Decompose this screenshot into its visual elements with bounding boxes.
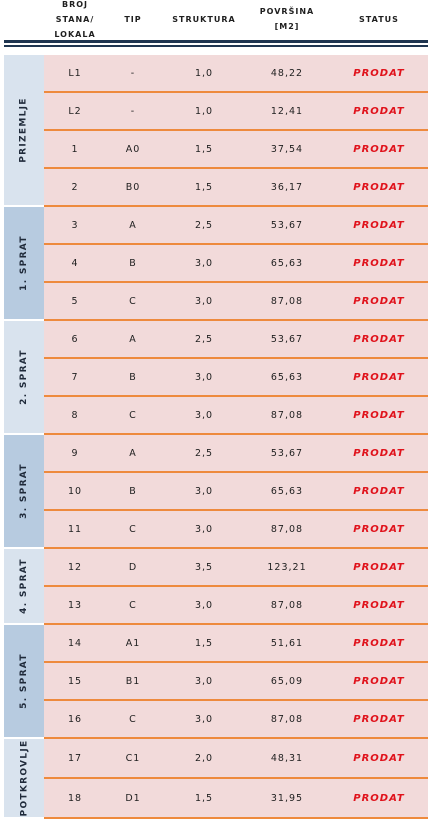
cell-status: PRODAT <box>353 219 405 231</box>
cell-povrsina: 51,61 <box>270 637 304 649</box>
cell-tip: A <box>129 219 137 231</box>
cell-broj: 18 <box>67 792 83 804</box>
floor-label-text: 3. SPRAT <box>19 463 30 519</box>
floor-label <box>4 739 44 817</box>
cell-broj: 13 <box>67 599 83 611</box>
cell-tip: C <box>129 523 137 535</box>
cell-broj: 10 <box>67 485 83 497</box>
cell-broj: 14 <box>67 637 83 649</box>
cell-broj: 8 <box>71 409 79 421</box>
cell-tip: C <box>129 409 137 421</box>
cell-struktura: 3,0 <box>194 599 214 611</box>
cell-tip: B <box>129 257 137 269</box>
cell-broj: 1 <box>71 143 79 155</box>
cell-povrsina: 37,54 <box>270 143 304 155</box>
cell-struktura: 1,5 <box>194 792 214 804</box>
cell-povrsina: 65,63 <box>270 485 304 497</box>
cell-povrsina: 48,22 <box>270 67 304 79</box>
cell-struktura: 2,0 <box>194 752 214 764</box>
cell-struktura: 1,5 <box>194 143 214 155</box>
cell-tip: A <box>129 447 137 459</box>
cell-povrsina: 36,17 <box>270 181 304 193</box>
cell-broj: 6 <box>71 333 79 345</box>
cell-struktura: 1,0 <box>194 67 214 79</box>
cell-broj: 9 <box>71 447 79 459</box>
floor-label-text: PRIZEMLJE <box>19 97 29 163</box>
floor-label <box>4 435 44 547</box>
cell-povrsina: 65,63 <box>270 257 304 269</box>
cell-povrsina: 123,21 <box>267 561 307 573</box>
cell-povrsina: 87,08 <box>270 409 304 421</box>
cell-struktura: 3,0 <box>194 295 214 307</box>
cell-broj: 4 <box>71 257 79 269</box>
cell-povrsina: 31,95 <box>270 792 304 804</box>
floor-label <box>4 625 44 737</box>
column-header-status: STATUS <box>359 14 399 24</box>
cell-status: PRODAT <box>353 792 405 804</box>
cell-tip: A1 <box>125 637 141 649</box>
cell-tip: C1 <box>125 752 141 764</box>
cell-status: PRODAT <box>353 409 405 421</box>
cell-tip: B <box>129 371 137 383</box>
cell-povrsina: 87,08 <box>270 713 304 725</box>
cell-struktura: 3,0 <box>194 485 214 497</box>
cell-tip: C <box>129 713 137 725</box>
cell-status: PRODAT <box>353 752 405 764</box>
cell-struktura: 3,0 <box>194 371 214 383</box>
cell-status: PRODAT <box>353 181 405 193</box>
cell-status: PRODAT <box>353 523 405 535</box>
cell-struktura: 3,0 <box>194 523 214 535</box>
cell-povrsina: 65,09 <box>270 675 304 687</box>
cell-broj: 16 <box>67 713 83 725</box>
floor-label-text: 5. SPRAT <box>19 653 30 709</box>
cell-struktura: 3,0 <box>194 675 214 687</box>
header-divider <box>4 40 428 43</box>
cell-status: PRODAT <box>353 599 405 611</box>
cell-status: PRODAT <box>353 257 405 269</box>
floor-label-text: 1. SPRAT <box>19 235 30 291</box>
cell-struktura: 3,0 <box>194 713 214 725</box>
cell-struktura: 1,5 <box>194 181 214 193</box>
cell-tip: B1 <box>125 675 141 687</box>
cell-tip: D1 <box>125 792 141 804</box>
column-header-povrsina: POVRŠINA [M2] <box>259 7 315 31</box>
cell-status: PRODAT <box>353 447 405 459</box>
table-header <box>0 0 432 38</box>
cell-broj: 11 <box>67 523 83 535</box>
cell-struktura: 3,0 <box>194 257 214 269</box>
cell-status: PRODAT <box>353 371 405 383</box>
cell-tip: B0 <box>125 181 141 193</box>
floor-label-text: 4. SPRAT <box>19 558 30 614</box>
cell-povrsina: 87,08 <box>270 295 304 307</box>
cell-tip: - <box>130 105 136 117</box>
cell-status: PRODAT <box>353 561 405 573</box>
cell-status: PRODAT <box>353 637 405 649</box>
cell-povrsina: 12,41 <box>270 105 304 117</box>
floor-label <box>4 207 44 319</box>
cell-tip: A0 <box>125 143 141 155</box>
cell-tip: - <box>130 67 136 79</box>
cell-tip: C <box>129 295 137 307</box>
cell-status: PRODAT <box>353 295 405 307</box>
floor-label-text: 2. SPRAT <box>19 349 30 405</box>
cell-povrsina: 65,63 <box>270 371 304 383</box>
column-header-tip: TIP <box>124 14 142 24</box>
cell-struktura: 3,5 <box>194 561 214 573</box>
cell-broj: 12 <box>67 561 83 573</box>
cell-struktura: 2,5 <box>194 219 214 231</box>
cell-povrsina: 53,67 <box>270 447 304 459</box>
cell-broj: 7 <box>71 371 79 383</box>
cell-povrsina: 53,67 <box>270 333 304 345</box>
cell-povrsina: 87,08 <box>270 599 304 611</box>
cell-tip: A <box>129 333 137 345</box>
cell-status: PRODAT <box>353 143 405 155</box>
cell-povrsina: 48,31 <box>270 752 304 764</box>
cell-status: PRODAT <box>353 713 405 725</box>
cell-broj: L1 <box>68 67 82 79</box>
floor-label <box>4 55 44 205</box>
column-header-struktura: STRUKTURA <box>172 14 236 24</box>
cell-struktura: 1,0 <box>194 105 214 117</box>
cell-status: PRODAT <box>353 675 405 687</box>
floor-label-text: POTKROVLJE <box>19 739 29 817</box>
cell-broj: L2 <box>68 105 82 117</box>
cell-broj: 5 <box>71 295 79 307</box>
cell-status: PRODAT <box>353 67 405 79</box>
cell-struktura: 2,5 <box>194 447 214 459</box>
cell-struktura: 1,5 <box>194 637 214 649</box>
cell-status: PRODAT <box>353 485 405 497</box>
cell-struktura: 2,5 <box>194 333 214 345</box>
cell-struktura: 3,0 <box>194 409 214 421</box>
floor-label <box>4 321 44 433</box>
cell-broj: 3 <box>71 219 79 231</box>
column-header-broj: BROJ STANA/ LOKALA <box>54 0 96 39</box>
cell-tip: D <box>128 561 138 573</box>
cell-povrsina: 87,08 <box>270 523 304 535</box>
cell-tip: C <box>129 599 137 611</box>
floor-label <box>4 549 44 623</box>
cell-broj: 15 <box>67 675 83 687</box>
header-divider <box>4 45 428 47</box>
cell-broj: 2 <box>71 181 79 193</box>
cell-tip: B <box>129 485 137 497</box>
cell-status: PRODAT <box>353 105 405 117</box>
cell-povrsina: 53,67 <box>270 219 304 231</box>
cell-broj: 17 <box>67 752 83 764</box>
cell-status: PRODAT <box>353 333 405 345</box>
